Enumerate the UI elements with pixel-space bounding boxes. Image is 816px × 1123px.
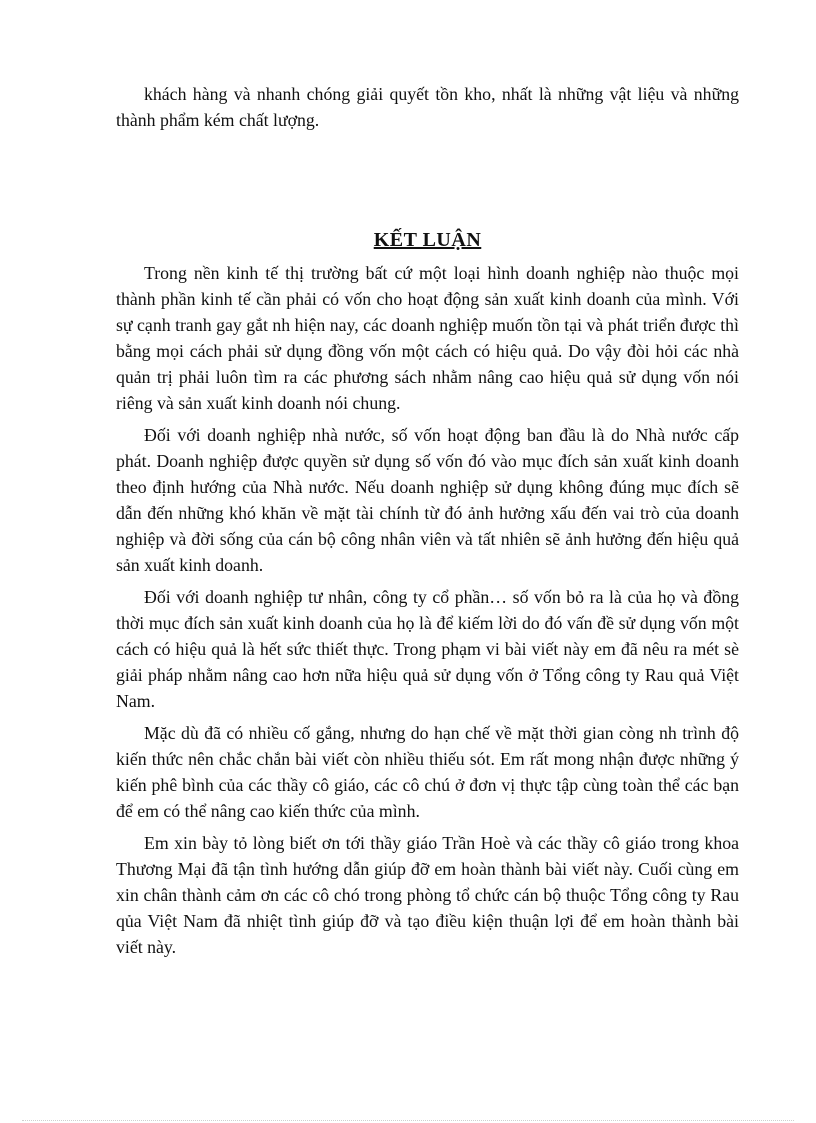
page-bottom-rule (22, 1120, 794, 1121)
page-content (116, 81, 739, 966)
conclusion-body (116, 260, 739, 960)
paragraph: Mặc dù đã có nhiều cố gắng, nhưng do hạn chế về mặt thời gian còng nh trình độ kiến thức nên chắc chắn bài viết còn nhiều thiếu sót. Em rất mong nhận được những ý kiến phê bình của các thầy cô giáo, các cô chú ở đơn vị thực tập cùng toàn thể các bạn để em có thể nâng cao kiến thức của mình. (116, 723, 739, 821)
paragraph: Trong nền kinh tế thị trường bất cứ một loại hình doanh nghiệp nào thuộc mọi thành phần kinh tế cần phải có vốn cho hoạt động sản xuất kinh doanh của mình. Với sự cạnh tranh gay gắt nh hiện nay, các doanh nghiệp muốn tồn tại và phát triển được thì bằng mọi cách phải sử dụng đồng vốn một cách có hiệu quả. Do vậy đòi hỏi các nhà quản trị phải luôn tìm ra các phương sách nhằm nâng cao hiệu quả sử dụng vốn nói riêng và sản xuất kinh doanh nói chung. (116, 263, 739, 413)
intro-paragraph: khách hàng và nhanh chóng giải quyết tồn kho, nhất là những vật liệu và những thành phẩm kém chất lượng. (116, 84, 739, 130)
paragraph: Em xin bày tỏ lòng biết ơn tới thầy giáo Trần Hoè và các thầy cô giáo trong khoa Thương Mại đã tận tình hướng dẫn giúp đỡ em hoàn thành bài viết này. Cuối cùng em xin chân thành cảm ơn các cô chó trong phòng tổ chức cán bộ thuộc Tổng công ty Rau qủa Việt Nam đã nhiệt tình giúp đỡ và tạo điều kiện thuận lợi để em hoàn thành bài viết này. (116, 833, 739, 957)
section-title: KẾT LUẬN (373, 229, 482, 251)
paragraph: Đối với doanh nghiệp tư nhân, công ty cổ phần… số vốn bỏ ra là của họ và đồng thời mục đích sản xuất kinh doanh của họ là để kiếm lời do đó vấn đề sử dụng vốn một cách có hiệu quả là hết sức thiết thực. Trong phạm vi bài viết này em đã nêu ra mét sè giải pháp nhằm nâng cao hơn nữa hiệu quả sử dụng vốn ở Tổng công ty Rau quả Việt Nam. (116, 587, 739, 711)
paragraph: Đối với doanh nghiệp nhà nước, số vốn hoạt động ban đầu là do Nhà nước cấp phát. Doanh nghiệp được quyền sử dụng số vốn đó vào mục đích sản xuất kinh doanh theo định hướng của Nhà nước. Nếu doanh nghiệp sử dụng không đúng mục đích sẽ dẫn đến những khó khăn về mặt tài chính từ đó ảnh hưởng xấu đến vai trò của doanh nghiệp và đời sống của cán bộ công nhân viên và tất nhiên sẽ ảnh hưởng đến hiệu quả sản xuất kinh doanh. (116, 425, 739, 575)
